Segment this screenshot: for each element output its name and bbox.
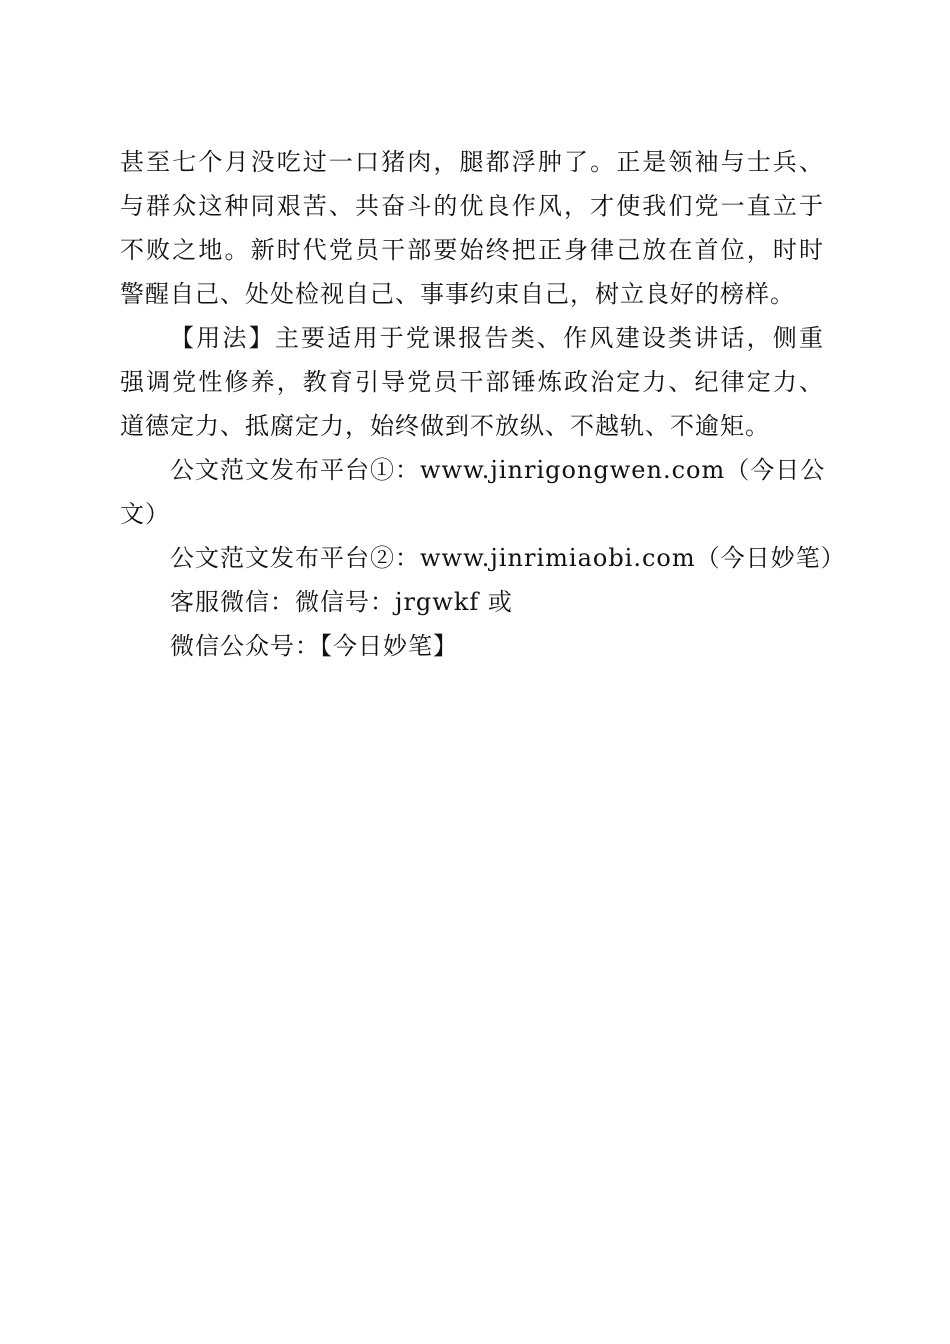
text-line: 与群众这种同艰苦、共奋斗的优良作风，才使我们党一直立于: [120, 192, 824, 220]
text-line: 【用法】主要适用于党课报告类、作风建设类讲话，侧重: [170, 324, 824, 352]
document-content: [120, 140, 846, 668]
text-line: 不败之地。新时代党员干部要始终把正身律己放在首位，时时: [120, 236, 824, 264]
platform-1-continuation: 文）: [120, 500, 170, 528]
text-line: 强调党性修养，教育引导党员干部锤炼政治定力、纪律定力、: [120, 368, 824, 396]
usage-paragraph: [120, 316, 824, 448]
wechat-public-line: 微信公众号：【今日妙笔】: [170, 632, 458, 660]
footer-info: [120, 448, 846, 668]
text-line: 甚至七个月没吃过一口猪肉，腿都浮肿了。正是领袖与士兵、: [120, 148, 824, 176]
text-line: 警醒自己、处处检视自己、事事约束自己，树立良好的榜样。: [120, 280, 795, 308]
customer-service-line: 客服微信：微信号：jrgwkf 或: [170, 588, 513, 616]
platform-2-line: 公文范文发布平台②：www.jinrimiaobi.com（今日妙笔）: [170, 544, 846, 572]
text-line: 道德定力、抵腐定力，始终做到不放纵、不越轨、不逾矩。: [120, 412, 770, 440]
platform-1-line: 公文范文发布平台①：www.jinrigongwen.com（今日公: [170, 456, 826, 484]
body-paragraph-1: [120, 140, 824, 316]
